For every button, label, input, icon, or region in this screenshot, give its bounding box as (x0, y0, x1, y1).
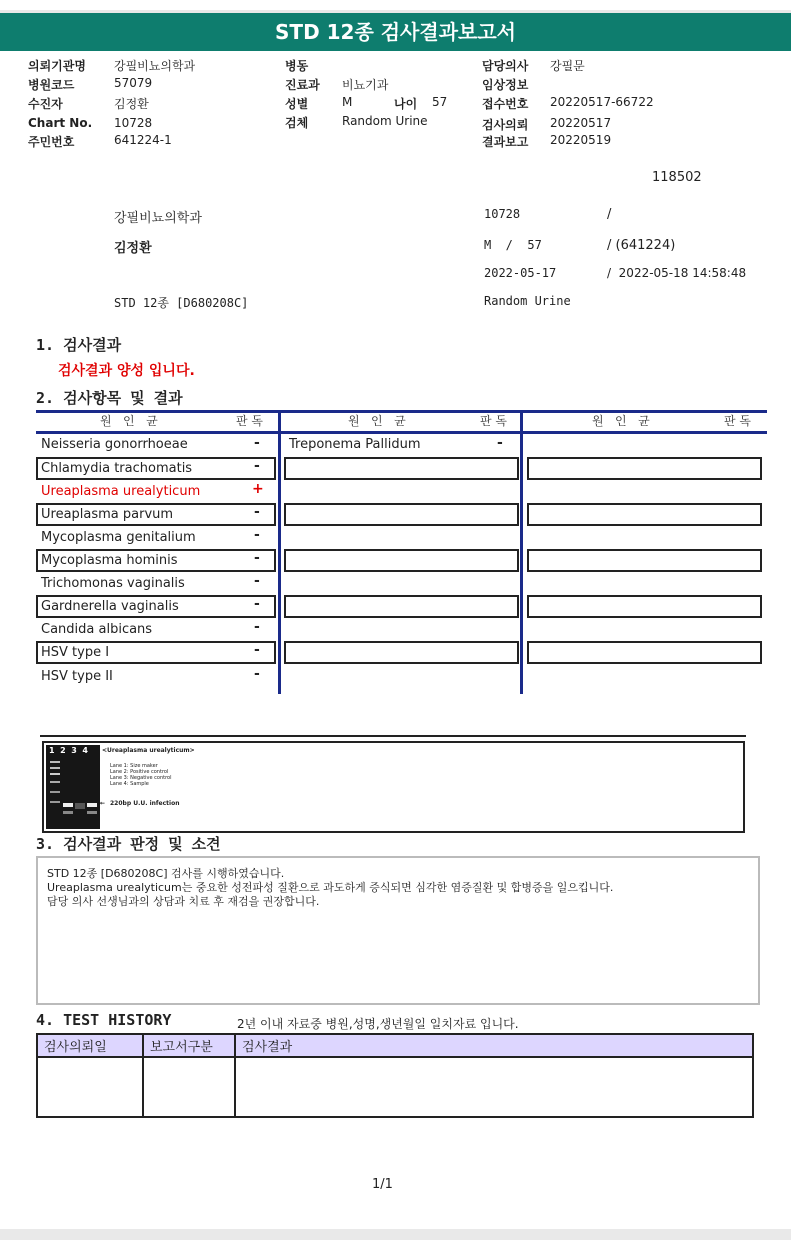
resident-no-label: 주민번호 (28, 135, 75, 149)
history-header-request-date: 검사의뢰일 (37, 1034, 143, 1057)
patient-label: 수진자 (28, 97, 63, 111)
pathogen-name: Gardnerella vaginalis (41, 599, 179, 614)
clinic-label: 의뢰기관명 (28, 59, 86, 73)
empty-row-box (527, 549, 762, 572)
report-date-value: 20220519 (550, 133, 612, 147)
history-cell (235, 1057, 753, 1117)
receipt-no-label: 접수번호 (482, 97, 529, 111)
specimen-label: 검체 (285, 116, 309, 130)
section2-title: 2. 검사항목 및 결과 (36, 389, 183, 407)
pathogen-name: Neisseria gonorrhoeae (41, 437, 188, 452)
pathogen-result: - (254, 504, 260, 520)
gel-lane1: Lane 1: Size maker (110, 763, 158, 769)
empty-row-box (284, 549, 519, 572)
pathogen-result: - (254, 596, 260, 612)
patient-value: 김정환 (114, 97, 149, 111)
sample-band (87, 803, 97, 807)
gel-lane4: Lane 4: Sample (110, 781, 149, 787)
ladder-band (50, 781, 60, 783)
pathogen-name: Candida albicans (41, 622, 153, 637)
empty-row-box (284, 503, 519, 526)
empty-row-box (284, 457, 519, 480)
pathogen-result: - (254, 527, 260, 543)
history-table (36, 1033, 754, 1118)
ladder-band (50, 767, 60, 769)
label-patient: 김정환 (114, 241, 152, 256)
empty-row-box (527, 641, 762, 664)
pathogen-name: Trichomonas vaginalis (41, 576, 185, 591)
band (63, 811, 73, 814)
pathogen-name: Chlamydia trachomatis (41, 461, 193, 476)
comment-line-1: STD 12종 [D680208C] 검사를 시행하였습니다. (47, 867, 285, 880)
pathogen-name: Mycoplasma genitalium (41, 530, 196, 545)
history-cell (37, 1057, 143, 1117)
ladder-band (50, 801, 60, 803)
label-code: 118502 (652, 170, 702, 185)
hospital-code-value: 57079 (114, 76, 153, 90)
specimen-value: Random Urine (342, 114, 428, 128)
report-date-label: 결과보고 (482, 135, 529, 149)
history-header-result: 검사결과 (235, 1034, 753, 1057)
clinic-value: 강필비뇨의학과 (114, 59, 196, 73)
col2-judge-header: 판 독 (480, 414, 507, 428)
sex-label: 성별 (285, 97, 309, 111)
col3-judge-header: 판 독 (724, 414, 751, 428)
pathogen-name: HSV type I (41, 645, 110, 660)
history-cell (143, 1057, 235, 1117)
section3-title: 3. 검사결과 판정 및 소견 (36, 835, 221, 853)
label-report-datetime: / 2022-05-18 14:58:48 (607, 266, 747, 280)
ladder-band (50, 761, 60, 763)
table-header-rule (36, 431, 767, 434)
section1-title: 1. 검사결과 (36, 336, 122, 354)
pathogen-result: - (254, 619, 260, 635)
empty-row-box (284, 595, 519, 618)
column-divider (278, 410, 281, 694)
positive-control-band (63, 803, 73, 807)
label-sex-age: M / 57 (484, 238, 542, 252)
ward-label: 병동 (285, 59, 309, 73)
gel-lane2: Lane 2: Positive control (110, 769, 169, 775)
pathogen-result: - (254, 458, 260, 474)
empty-row-box (527, 595, 762, 618)
age-label: 나이 (394, 97, 418, 111)
comment-line-2: Ureaplasma urealyticum는 중요한 성전파성 질환으로 과도하게 증식되면 심각한 염증질환 및 합병증을 일으킵니다. (47, 881, 614, 894)
ladder-band (50, 773, 60, 775)
negative-control-band (75, 803, 85, 809)
resident-no-value: 641224-1 (114, 133, 172, 147)
empty-row-box (527, 503, 762, 526)
doctor-value: 강필문 (550, 59, 585, 73)
doctor-label: 담당의사 (482, 59, 529, 73)
gel-electrophoresis-figure (42, 741, 745, 833)
pathogen-result: - (254, 550, 260, 566)
pathogen-name: HSV type II (41, 669, 113, 684)
label-slash: / (607, 207, 612, 222)
department-label: 진료과 (285, 78, 320, 92)
pathogen-result: - (254, 666, 260, 682)
sex-value: M (342, 95, 353, 109)
gel-title: <Ureaplasma urealyticum> (102, 747, 195, 754)
pathogen-result: - (254, 435, 260, 451)
label-clinic: 강필비뇨의학과 (114, 211, 202, 226)
comment-line-3: 담당 의사 선생님과의 상담과 치료 후 재검을 권장합니다. (47, 895, 320, 908)
pathogen-result: - (254, 642, 260, 658)
history-header-report-type: 보고서구분 (143, 1034, 235, 1057)
col2-pathogen-header: 원 인 균 (348, 414, 406, 428)
gel-lane-numbers: 1 2 3 4 (49, 746, 88, 755)
page-number: 1/1 (372, 1177, 393, 1192)
pathogen-result: - (497, 435, 503, 451)
empty-row-box (527, 457, 762, 480)
chart-no-value: 10728 (114, 116, 153, 130)
col1-judge-header: 판 독 (236, 414, 263, 428)
gel-image (46, 745, 100, 829)
label-specimen: Random Urine (484, 294, 571, 308)
label-test: STD 12종 [D680208C] (114, 296, 249, 310)
history-note: 2년 이내 자료중 병원,성명,생년월일 일치자료 입니다. (237, 1017, 519, 1031)
comment-box (36, 856, 760, 1005)
pathogen-result: - (254, 573, 260, 589)
band (87, 811, 97, 814)
col1-pathogen-header: 원 인 균 (100, 414, 158, 428)
gel-arrow-icon: ← (100, 800, 106, 807)
request-date-label: 검사의뢰 (482, 118, 529, 132)
label-birth: / (641224) (607, 238, 676, 253)
pathogen-result-positive: + (252, 481, 264, 497)
clinical-info-label: 임상정보 (482, 78, 529, 92)
pathogen-name: Mycoplasma hominis (41, 553, 178, 568)
label-chart: 10728 (484, 207, 521, 221)
hospital-code-label: 병원코드 (28, 78, 75, 92)
positive-result-text: 검사결과 양성 입니다. (58, 363, 195, 379)
pathogen-name: Ureaplasma parvum (41, 507, 174, 522)
column-divider (520, 410, 523, 694)
receipt-no-value: 20220517-66722 (550, 95, 654, 109)
gel-top-rule (40, 735, 746, 737)
page-bottom-bar (0, 1229, 791, 1240)
chart-no-label: Chart No. (28, 116, 93, 130)
department-value: 비뇨기과 (342, 78, 389, 92)
request-date-value: 20220517 (550, 116, 612, 130)
pathogen-name: Treponema Pallidum (289, 437, 421, 452)
gel-marker-label: 220bp U.U. infection (110, 800, 180, 807)
empty-row-box (284, 641, 519, 664)
label-collect-date: 2022-05-17 (484, 266, 557, 280)
col3-pathogen-header: 원 인 균 (592, 414, 650, 428)
report-title: STD 12종 검사결과보고서 (0, 10, 791, 51)
ladder-band (50, 791, 60, 793)
section4-title: 4. TEST HISTORY (36, 1011, 172, 1029)
gel-lane3: Lane 3: Negative control (110, 775, 172, 781)
pathogen-name-positive: Ureaplasma urealyticum (41, 484, 201, 499)
age-value: 57 (432, 95, 448, 109)
